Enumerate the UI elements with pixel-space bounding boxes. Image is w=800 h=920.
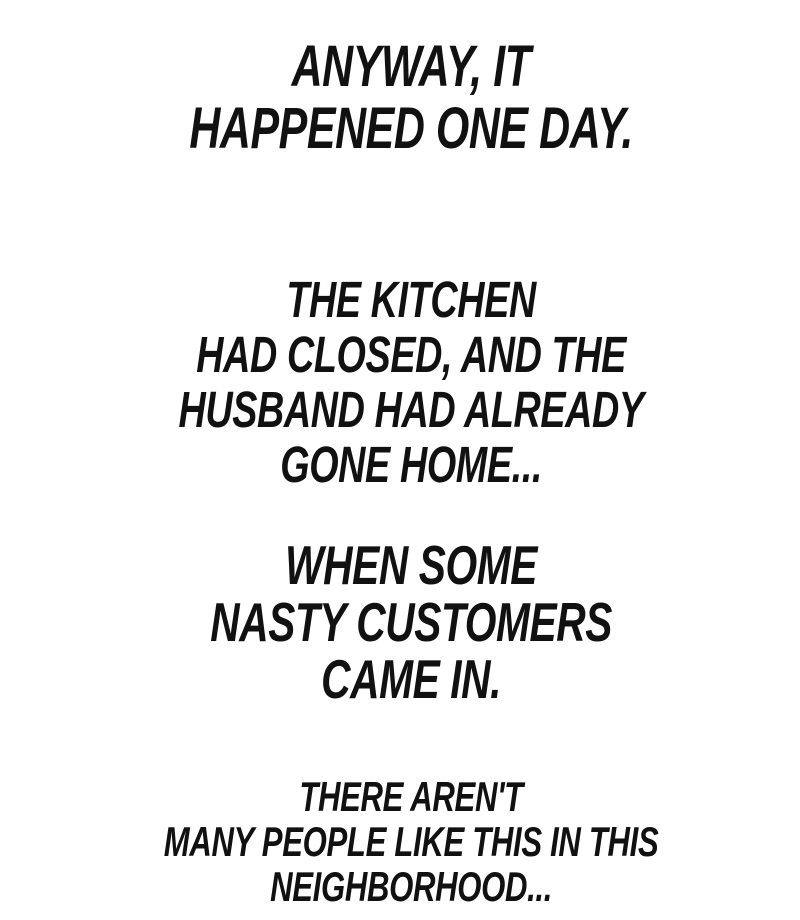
narration-line: THERE AREN'T xyxy=(299,773,523,820)
narration-line: HAD CLOSED, AND THE xyxy=(196,326,626,383)
narration-line: WHEN SOME xyxy=(285,534,538,596)
narration-line: HAPPENED ONE DAY. xyxy=(189,96,633,161)
narration-block-2 xyxy=(104,272,696,492)
narration-line: GONE HOME... xyxy=(280,436,542,493)
narration-block-3 xyxy=(104,534,696,710)
narration-line: THE KITCHEN xyxy=(286,271,536,328)
narration-line: HUSBAND HAD ALREADY xyxy=(178,381,644,438)
narration-block-4 xyxy=(104,774,696,909)
narration-line: NASTY CUSTOMERS xyxy=(210,591,612,653)
narration-line: ANYWAY, IT xyxy=(291,34,531,99)
narration-block-1 xyxy=(104,36,696,160)
narration-line: CAME IN. xyxy=(321,648,502,710)
narration-line: NEIGHBORHOOD... xyxy=(270,863,553,910)
narration-line: MANY PEOPLE LIKE THIS IN THIS xyxy=(163,818,659,865)
